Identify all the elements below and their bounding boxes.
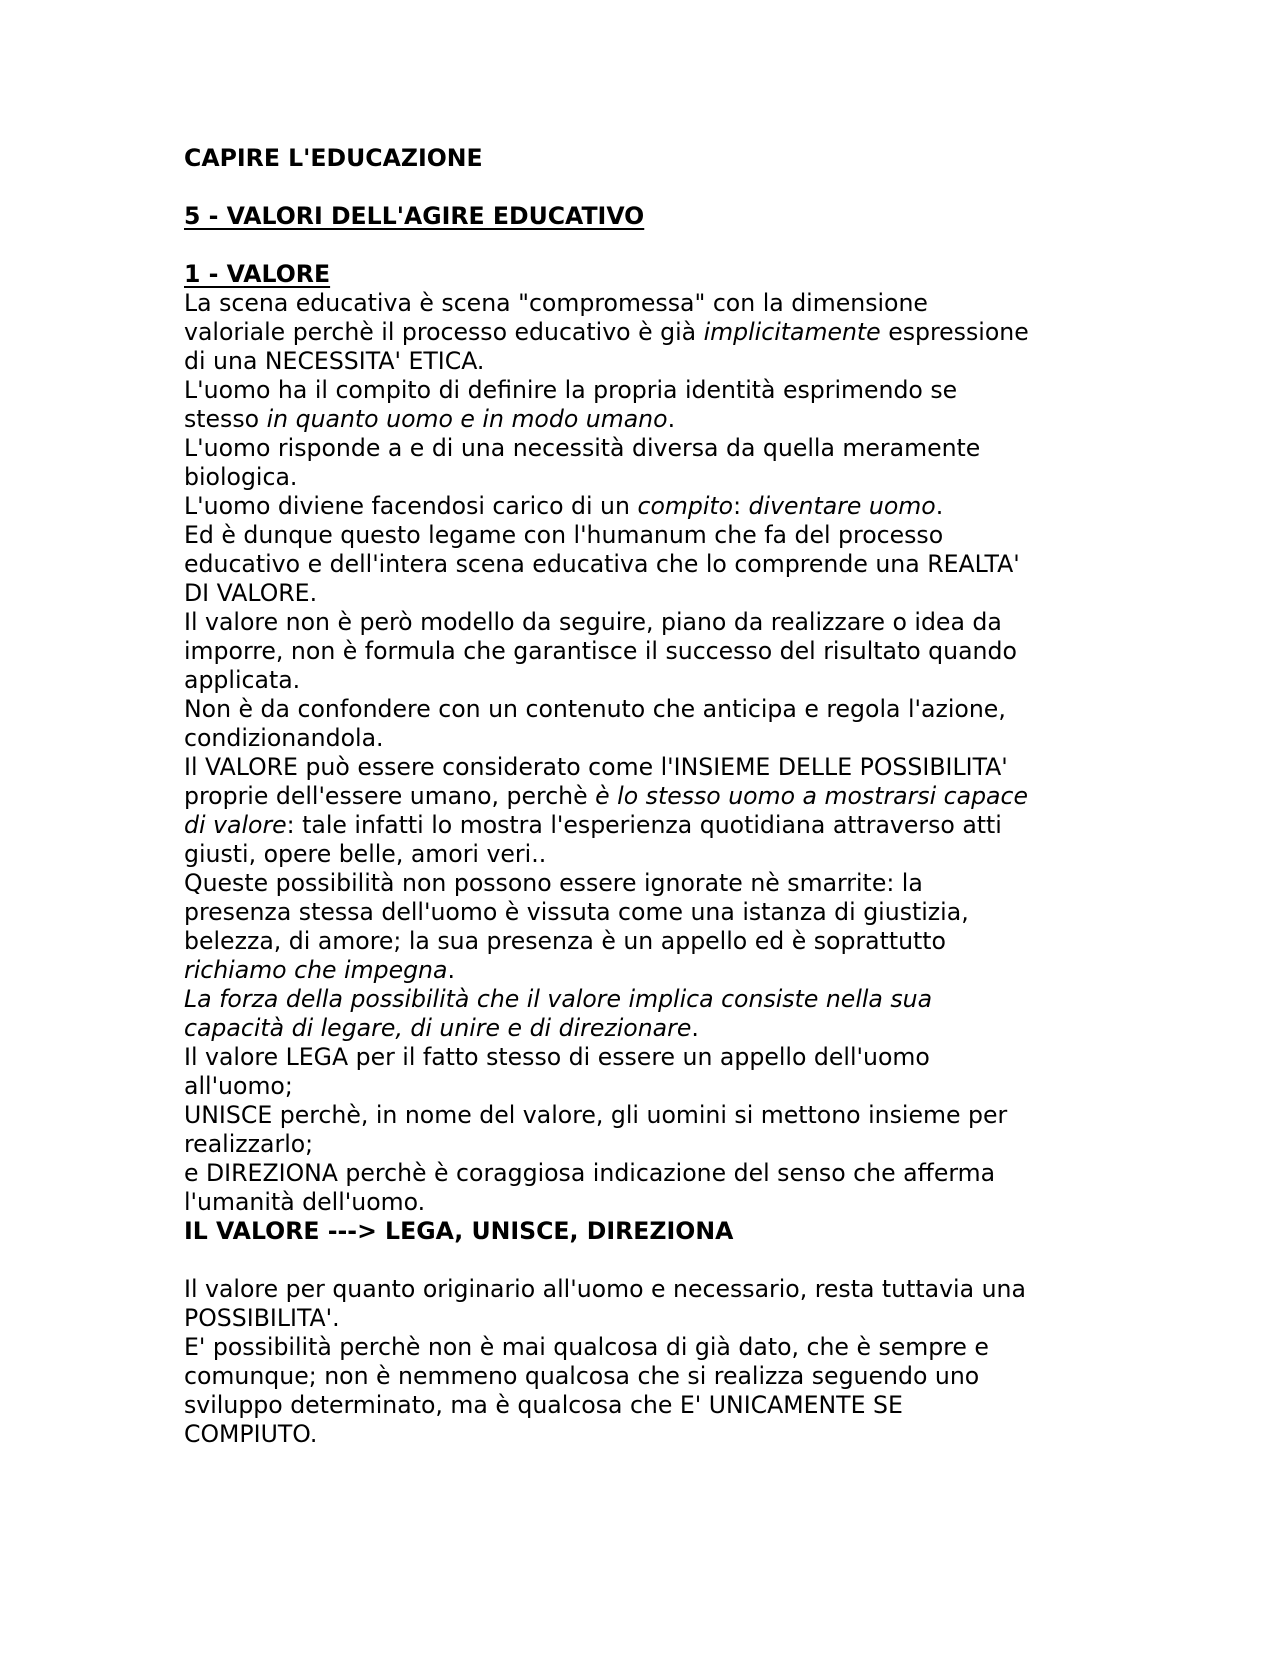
section-heading-text: 1 - VALORE bbox=[184, 260, 331, 288]
text-span: : tale infatti lo mostra l'esperienza quotidiana attraverso atti bbox=[286, 811, 1002, 839]
paragraph-line: e DIREZIONA perchè è coraggiosa indicazione del senso che afferma bbox=[184, 1159, 996, 1187]
paragraph-line: L'uomo risponde a e di una necessità diversa da quella meramente bbox=[184, 434, 981, 462]
paragraph-line: Ed è dunque questo legame con l'humanum che fa del processo bbox=[184, 521, 944, 549]
text-span: . bbox=[447, 956, 455, 984]
paragraph-line: Queste possibilità non possono essere ignorate nè smarrite: la bbox=[184, 869, 923, 897]
paragraph-line: all'uomo; bbox=[184, 1072, 293, 1100]
summary-line: IL VALORE ---> LEGA, UNISCE, DIREZIONA bbox=[184, 1217, 734, 1245]
paragraph-line: belezza, di amore; la sua presenza è un appello ed è soprattutto bbox=[184, 927, 946, 955]
paragraph-line: DI VALORE. bbox=[184, 579, 318, 607]
text-span: L'uomo diviene facendosi carico di un bbox=[184, 492, 638, 520]
spacer bbox=[184, 173, 1104, 202]
paragraph-line: E' possibilità perchè non è mai qualcosa di già dato, che è sempre e bbox=[184, 1333, 989, 1361]
text-span: . bbox=[691, 1014, 699, 1042]
paragraph-line bbox=[184, 811, 1104, 840]
paragraph-line: Non è da confondere con un contenuto che anticipa e regola l'azione, bbox=[184, 695, 1006, 723]
paragraph-line bbox=[184, 318, 1104, 347]
italic-span: implicitamente bbox=[703, 318, 881, 346]
paragraph-line: condizionandola. bbox=[184, 724, 384, 752]
spacer bbox=[184, 231, 1104, 260]
section-heading bbox=[184, 260, 1104, 289]
paragraph-line: Il VALORE può essere considerato come l'INSIEME DELLE POSSIBILITA' bbox=[184, 753, 1008, 781]
text-span: . bbox=[935, 492, 944, 520]
spacer bbox=[184, 1246, 1104, 1275]
paragraph-line: imporre, non è formula che garantisce il successo del risultato quando bbox=[184, 637, 1017, 665]
text-span: : bbox=[733, 492, 749, 520]
italic-span: è lo stesso uomo a mostrarsi capace bbox=[595, 782, 1029, 810]
paragraph-line: Il valore non è però modello da seguire, piano da realizzare o idea da bbox=[184, 608, 1002, 636]
paragraph-line: sviluppo determinato, ma è qualcosa che E' UNICAMENTE SE bbox=[184, 1391, 903, 1419]
paragraph-line: UNISCE perchè, in nome del valore, gli uomini si mettono insieme per bbox=[184, 1101, 1008, 1129]
paragraph-line: Il valore LEGA per il fatto stesso di essere un appello dell'uomo bbox=[184, 1043, 930, 1071]
text-span: proprie dell'essere umano, perchè bbox=[184, 782, 596, 810]
paragraph-line bbox=[184, 405, 1104, 434]
italic-span: compito bbox=[637, 492, 734, 520]
paragraph-line: La scena educativa è scena "compromessa" con la dimensione bbox=[184, 289, 928, 317]
paragraph-line: biologica. bbox=[184, 463, 298, 491]
paragraph-line bbox=[184, 782, 1104, 811]
paragraph-line: l'umanità dell'uomo. bbox=[184, 1188, 426, 1216]
paragraph-line bbox=[184, 1014, 1104, 1043]
italic-span: capacità di legare, di unire e di direzionare bbox=[184, 1014, 692, 1042]
paragraph-line: COMPIUTO. bbox=[184, 1420, 318, 1448]
italic-span: diventare uomo bbox=[748, 492, 936, 520]
paragraph-line bbox=[184, 956, 1104, 985]
chapter-heading bbox=[184, 202, 1104, 231]
italic-span: di valore bbox=[184, 811, 287, 839]
paragraph-line: giusti, opere belle, amori veri.. bbox=[184, 840, 547, 868]
paragraph-line: presenza stessa dell'uomo è vissuta come una istanza di giustizia, bbox=[184, 898, 969, 926]
paragraph-line: realizzarlo; bbox=[184, 1130, 314, 1158]
paragraph-line: applicata. bbox=[184, 666, 301, 694]
text-span: valoriale perchè il processo educativo è già bbox=[184, 318, 704, 346]
paragraph-line: comunque; non è nemmeno qualcosa che si realizza seguendo uno bbox=[184, 1362, 980, 1390]
document-page bbox=[184, 144, 1104, 1449]
document-title: CAPIRE L'EDUCAZIONE bbox=[184, 144, 483, 172]
italic-span: richiamo che impegna bbox=[184, 956, 448, 984]
chapter-heading-text: 5 - VALORI DELL'AGIRE EDUCATIVO bbox=[184, 202, 645, 230]
text-span: . bbox=[667, 405, 676, 433]
paragraph-line: educativo e dell'intera scena educativa che lo comprende una REALTA' bbox=[184, 550, 1020, 578]
paragraph-line bbox=[184, 492, 1104, 521]
text-span: stesso bbox=[184, 405, 267, 433]
text-span: espressione bbox=[880, 318, 1029, 346]
paragraph-line: Il valore per quanto originario all'uomo e necessario, resta tuttavia una bbox=[184, 1275, 1026, 1303]
paragraph-line: L'uomo ha il compito di definire la propria identità esprimendo se bbox=[184, 376, 958, 404]
paragraph-line: di una NECESSITA' ETICA. bbox=[184, 347, 485, 375]
italic-span: in quanto uomo e in modo umano bbox=[266, 405, 668, 433]
paragraph-line: POSSIBILITA'. bbox=[184, 1304, 340, 1332]
paragraph-line: La forza della possibilità che il valore implica consiste nella sua bbox=[184, 985, 933, 1013]
